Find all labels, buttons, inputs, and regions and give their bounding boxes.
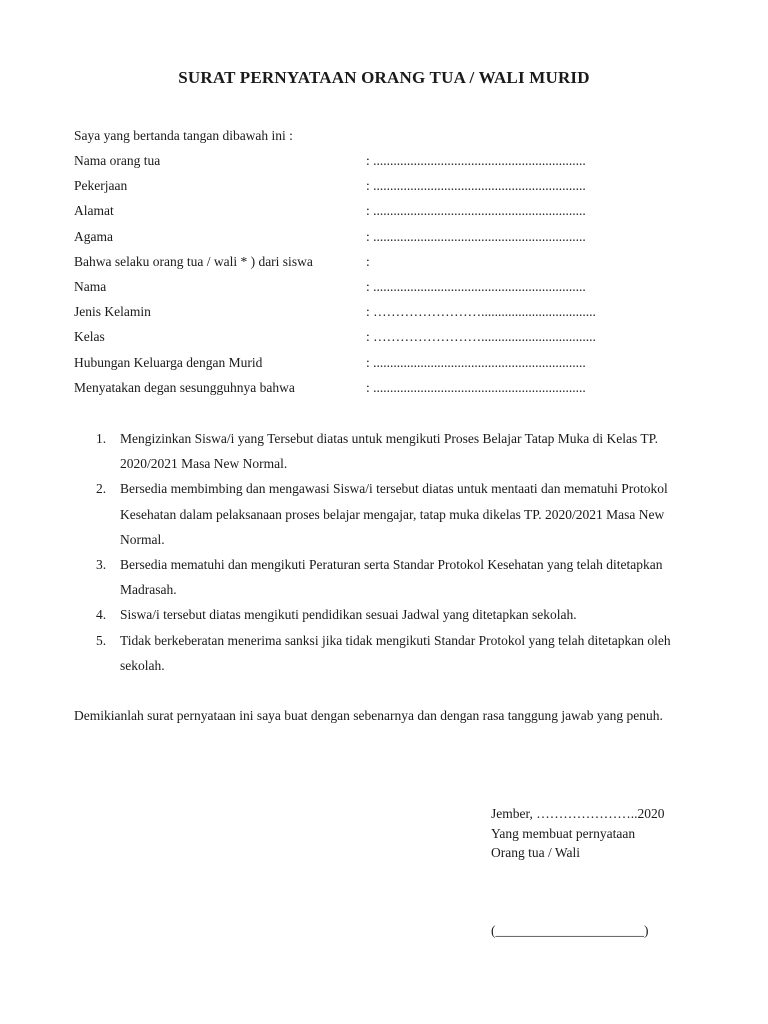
statement-text: Mengizinkan Siswa/i yang Tersebut diatas untuk mengikuti Proses Belajar Tatap Muka di Kelas TP. 2020/2021 Masa New Normal. xyxy=(120,431,659,472)
statement-item xyxy=(96,628,696,678)
field-value: : ............................................................... xyxy=(366,379,586,395)
field-label: Agama xyxy=(74,228,113,244)
field-value: : ............................................................... xyxy=(366,203,586,219)
field-row-parent-name xyxy=(74,151,694,176)
field-value: : …………………….................................. xyxy=(366,329,596,345)
field-row-address xyxy=(74,201,694,226)
place-date: Jember, …………………..2020 xyxy=(491,806,665,821)
field-row-relationship xyxy=(74,353,694,378)
statement-number: 3. xyxy=(96,557,107,573)
field-value: : ............................................................... xyxy=(366,354,586,370)
field-label: Bahwa selaku orang tua / wali * ) dari siswa xyxy=(74,253,313,269)
statement-item xyxy=(96,476,696,552)
intro-text: Saya yang bertanda tangan dibawah ini : xyxy=(74,128,293,143)
statement-item xyxy=(96,602,696,627)
statement-text: Siswa/i tersebut diatas mengikuti pendidikan sesuai Jadwal yang ditetapkan sekolah. xyxy=(120,607,577,623)
statement-item xyxy=(96,552,696,602)
statement-text: Bersedia mematuhi dan mengikuti Peraturan serta Standar Protokol Kesehatan yang telah ditetapkan Madrasah. xyxy=(120,557,663,598)
statement-number: 5. xyxy=(96,632,107,648)
signature-block xyxy=(491,804,664,863)
statement-list xyxy=(96,426,696,678)
field-value: : xyxy=(366,253,370,269)
field-value: : ............................................................... xyxy=(366,153,586,168)
signature-line: (______________________) xyxy=(491,923,649,938)
field-value: : …………………….................................. xyxy=(366,304,596,320)
field-label: Menyatakan degan sesungguhnya bahwa xyxy=(74,379,295,395)
field-row-gender xyxy=(74,302,694,327)
field-row-religion xyxy=(74,227,694,252)
field-label: Nama xyxy=(74,278,107,294)
field-value: : ............................................................... xyxy=(366,178,586,194)
statement-number: 1. xyxy=(96,431,107,446)
statement-number: 4. xyxy=(96,607,107,623)
field-label: Kelas xyxy=(74,329,105,345)
field-value: : ............................................................... xyxy=(366,278,586,294)
field-row-occupation xyxy=(74,176,694,201)
field-row-guardian-statement xyxy=(74,252,694,277)
role-label: Orang tua / Wali xyxy=(491,845,581,860)
identity-fields xyxy=(74,151,694,403)
field-label: Hubungan Keluarga dengan Murid xyxy=(74,354,263,370)
statement-text: Bersedia membimbing dan mengawasi Siswa/i tersebut diatas untuk mentaati dan mematuhi Protokol Kesehatan dalam pelaksanaan proses belajar mengajar, tatap muka dikelas TP. 2020/2021 Masa New Normal. xyxy=(120,481,668,547)
maker-label: Yang membuat pernyataan xyxy=(491,825,636,841)
document-title: SURAT PERNYATAAN ORANG TUA / WALI MURID xyxy=(178,68,590,87)
statement-item xyxy=(96,426,696,476)
field-label: Alamat xyxy=(74,203,114,219)
statement-number: 2. xyxy=(96,481,107,497)
field-label: Pekerjaan xyxy=(74,178,128,194)
closing-paragraph: Demikianlah surat pernyataan ini saya buat dengan sebenarnya dan dengan rasa tanggung jawab yang penuh. xyxy=(74,708,663,723)
field-value: : ............................................................... xyxy=(366,228,586,244)
field-label: Jenis Kelamin xyxy=(74,304,151,320)
field-label: Nama orang tua xyxy=(74,153,161,168)
statement-text: Tidak berkeberatan menerima sanksi jika tidak mengikuti Standar Protokol yang telah ditetapkan oleh sekolah. xyxy=(120,632,671,673)
field-row-declaration xyxy=(74,378,694,403)
field-row-class xyxy=(74,327,694,352)
field-row-student-name xyxy=(74,277,694,302)
